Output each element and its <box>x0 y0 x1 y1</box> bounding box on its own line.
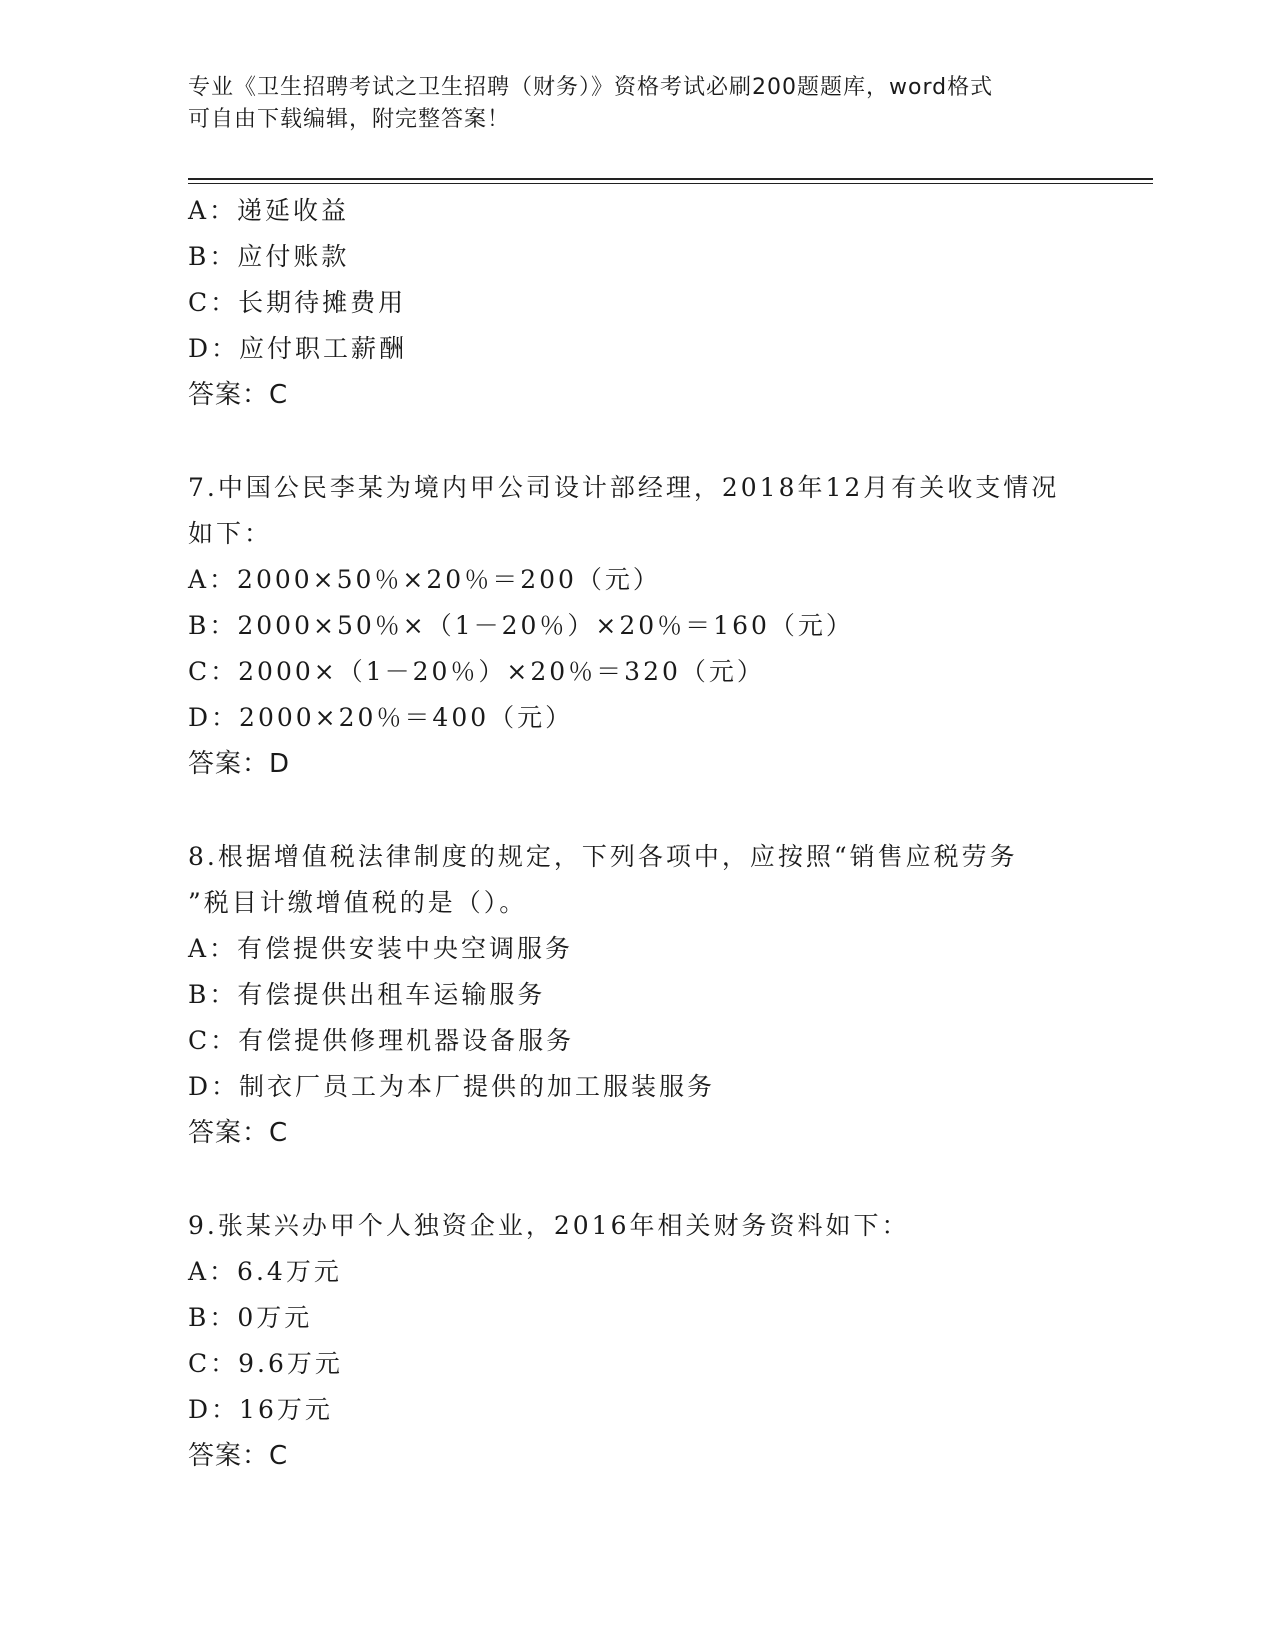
option-b: B：2000×50％×（1－20％）×20％＝160（元） <box>188 611 854 640</box>
header-line-2: 可自由下载编辑，附完整答案！ <box>188 107 511 132</box>
answer-line: 答案：D <box>188 749 291 779</box>
block-spacer <box>188 418 1088 465</box>
option-b: B：有偿提供出租车运输服务 <box>188 980 546 1009</box>
option-a: A：有偿提供安装中央空调服务 <box>188 934 574 963</box>
document-header <box>188 72 1068 136</box>
option-c: C：长期待摊费用 <box>188 288 407 317</box>
option-c: C：9.6万元 <box>188 1349 343 1378</box>
option-c: C：2000×（1－20％）×20％＝320（元） <box>188 657 765 686</box>
block-spacer <box>188 787 1088 834</box>
question-text: 如下： <box>188 519 273 548</box>
header-line-1: 专业《卫生招聘考试之卫生招聘（财务）》资格考试必刷200题题库，word格式 <box>188 75 994 100</box>
option-d: D：应付职工薪酬 <box>188 334 408 363</box>
question-text: 8.根据增值税法律制度的规定，下列各项中，应按照“销售应税劳务 <box>188 842 1018 871</box>
option-d: D：16万元 <box>188 1395 333 1424</box>
option-d: D：制衣厂员工为本厂提供的加工服装服务 <box>188 1072 716 1101</box>
answer-line: 答案：C <box>188 1441 289 1471</box>
option-b: B：0万元 <box>188 1303 313 1332</box>
question-block <box>188 465 1088 787</box>
option-a: A：2000×50％×20％＝200（元） <box>188 565 661 594</box>
option-c: C：有偿提供修理机器设备服务 <box>188 1026 575 1055</box>
option-a: A：递延收益 <box>188 196 350 225</box>
header-divider-thin <box>188 183 1153 184</box>
option-a: A：6.4万元 <box>188 1257 342 1286</box>
block-spacer <box>188 1156 1088 1203</box>
question-block <box>188 188 1088 418</box>
question-text: 7.中国公民李某为境内甲公司设计部经理，2018年12月有关收支情况 <box>188 473 1060 502</box>
question-text: 9.张某兴办甲个人独资企业，2016年相关财务资料如下： <box>188 1211 910 1240</box>
question-block <box>188 834 1088 1156</box>
question-list <box>188 188 1088 1479</box>
answer-line: 答案：C <box>188 380 289 410</box>
option-b: B：应付账款 <box>188 242 350 271</box>
header-divider-thick <box>188 178 1153 180</box>
question-text: ”税目计缴增值税的是（）。 <box>188 888 528 917</box>
question-block <box>188 1203 1088 1479</box>
answer-line: 答案：C <box>188 1118 289 1148</box>
option-d: D：2000×20％＝400（元） <box>188 703 574 732</box>
